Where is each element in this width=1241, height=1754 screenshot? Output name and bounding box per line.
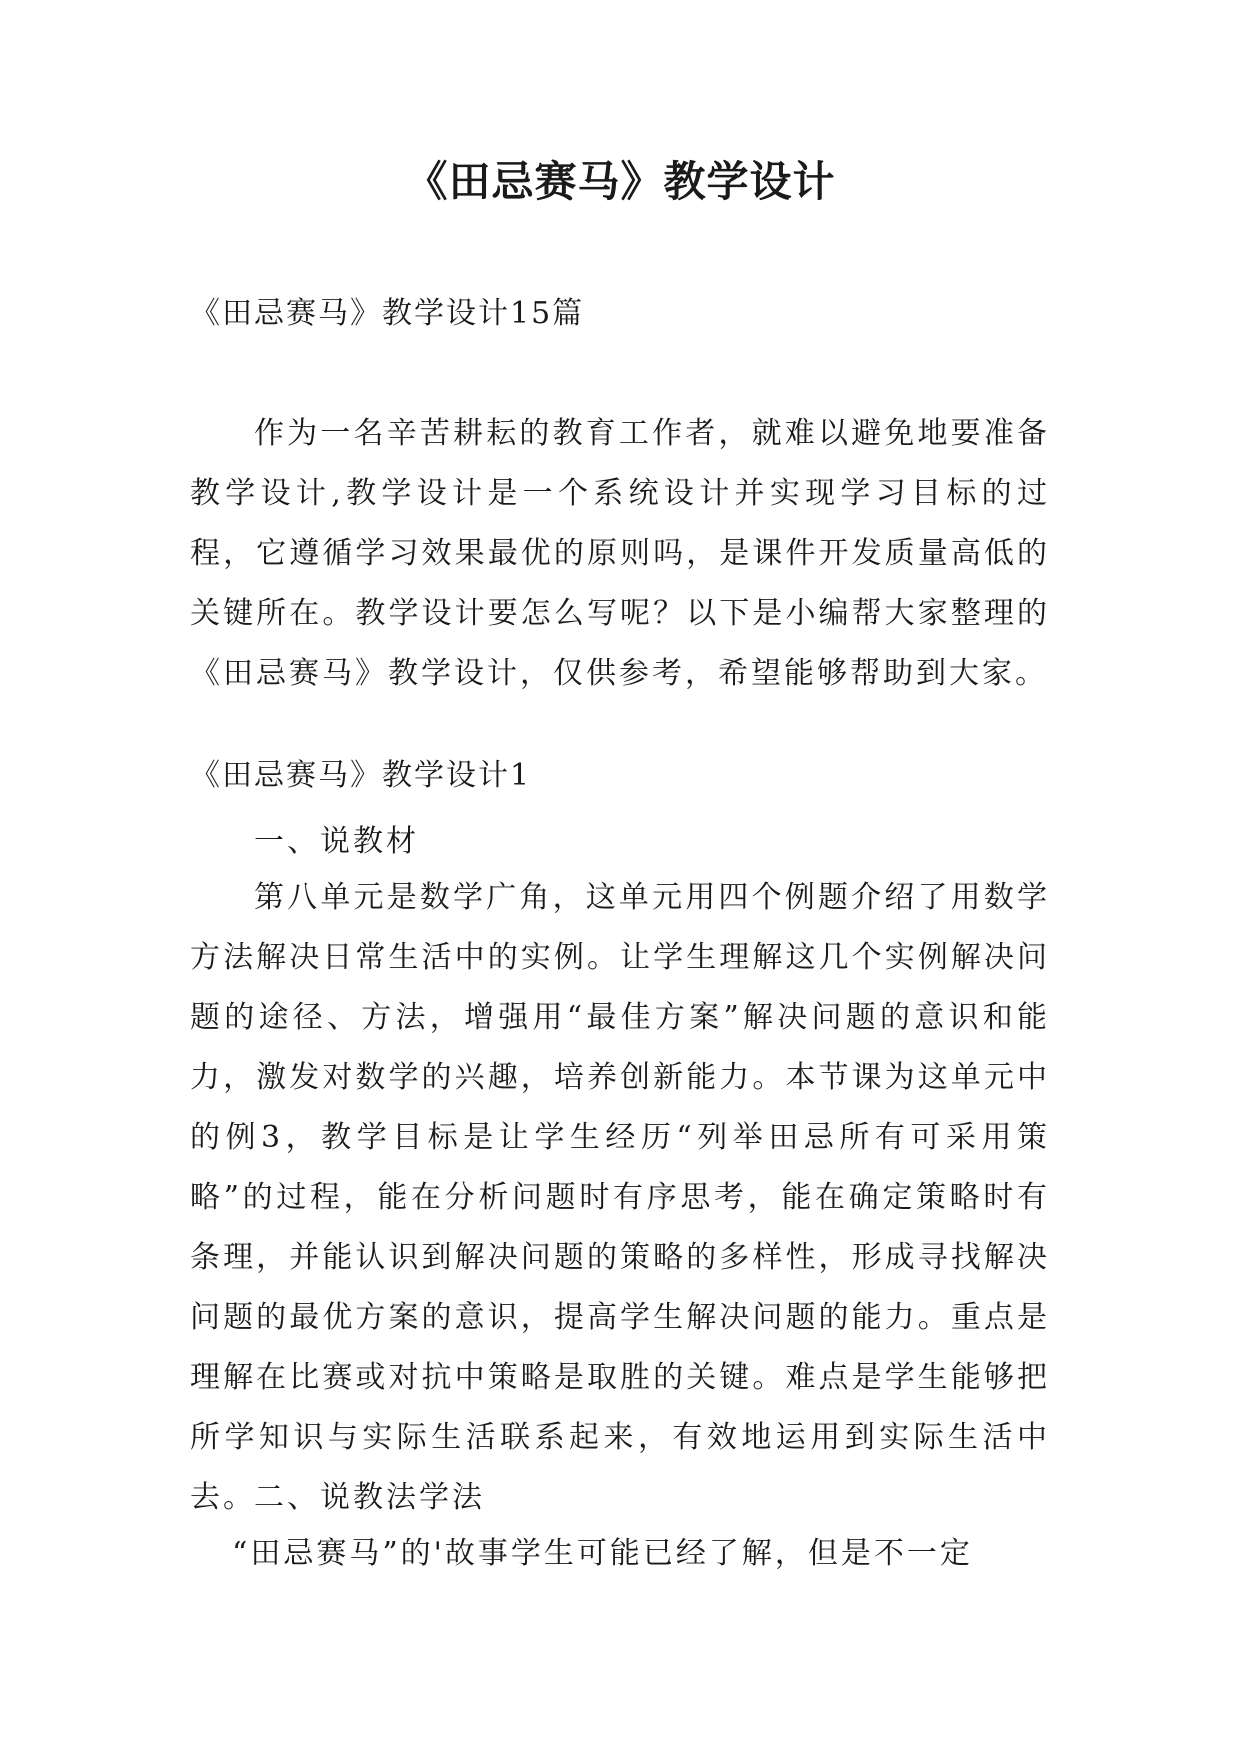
document-title: 《田忌赛马》教学设计	[405, 157, 836, 206]
section-1-paragraph: 第八单元是数学广角，这单元用四个例题介绍了用数学方法解决日常生活中的实例。让学生理解这几个实例解决问题的途径、方法，增强用“最佳方案”解决问题的意识和能力，激发对数学的兴趣，培养创新能力。本节课为这单元中的例3，教学目标是让学生经历“列举田忌所有可采用策略”的过程，能在分析问题时有序思考，能在确定策略时有条理，并能认识到解决问题的策略的多样性，形成寻找解决问题的最优方案的意识，提高学生解决问题的能力。重点是理解在比赛或对抗中策略是取胜的关键。难点是学生能够把所学知识与实际生活联系起来，有效地运用到实际生活中去。	[190, 880, 1050, 1515]
intro-paragraph: 作为一名辛苦耕耘的教育工作者，就难以避免地要准备教学设计,教学设计是一个系统设计并实现学习目标的过程，它遵循学习效果最优的原则吗，是课件开发质量高低的关键所在。教学设计要怎么写呢？以下是小编帮大家整理的《田忌赛马》教学设计，仅供参考，希望能够帮助到大家。	[190, 416, 1050, 691]
section-2-heading: 二、说教法学法	[254, 1480, 485, 1515]
design-1-heading: 《田忌赛马》教学设计1	[190, 758, 532, 793]
section-2-paragraph: “田忌赛马”的'故事学生可能已经了解，但是不一定	[232, 1536, 973, 1571]
document-subtitle: 《田忌赛马》教学设计15篇	[190, 296, 585, 331]
section-1-heading: 一、说教材	[254, 824, 419, 859]
